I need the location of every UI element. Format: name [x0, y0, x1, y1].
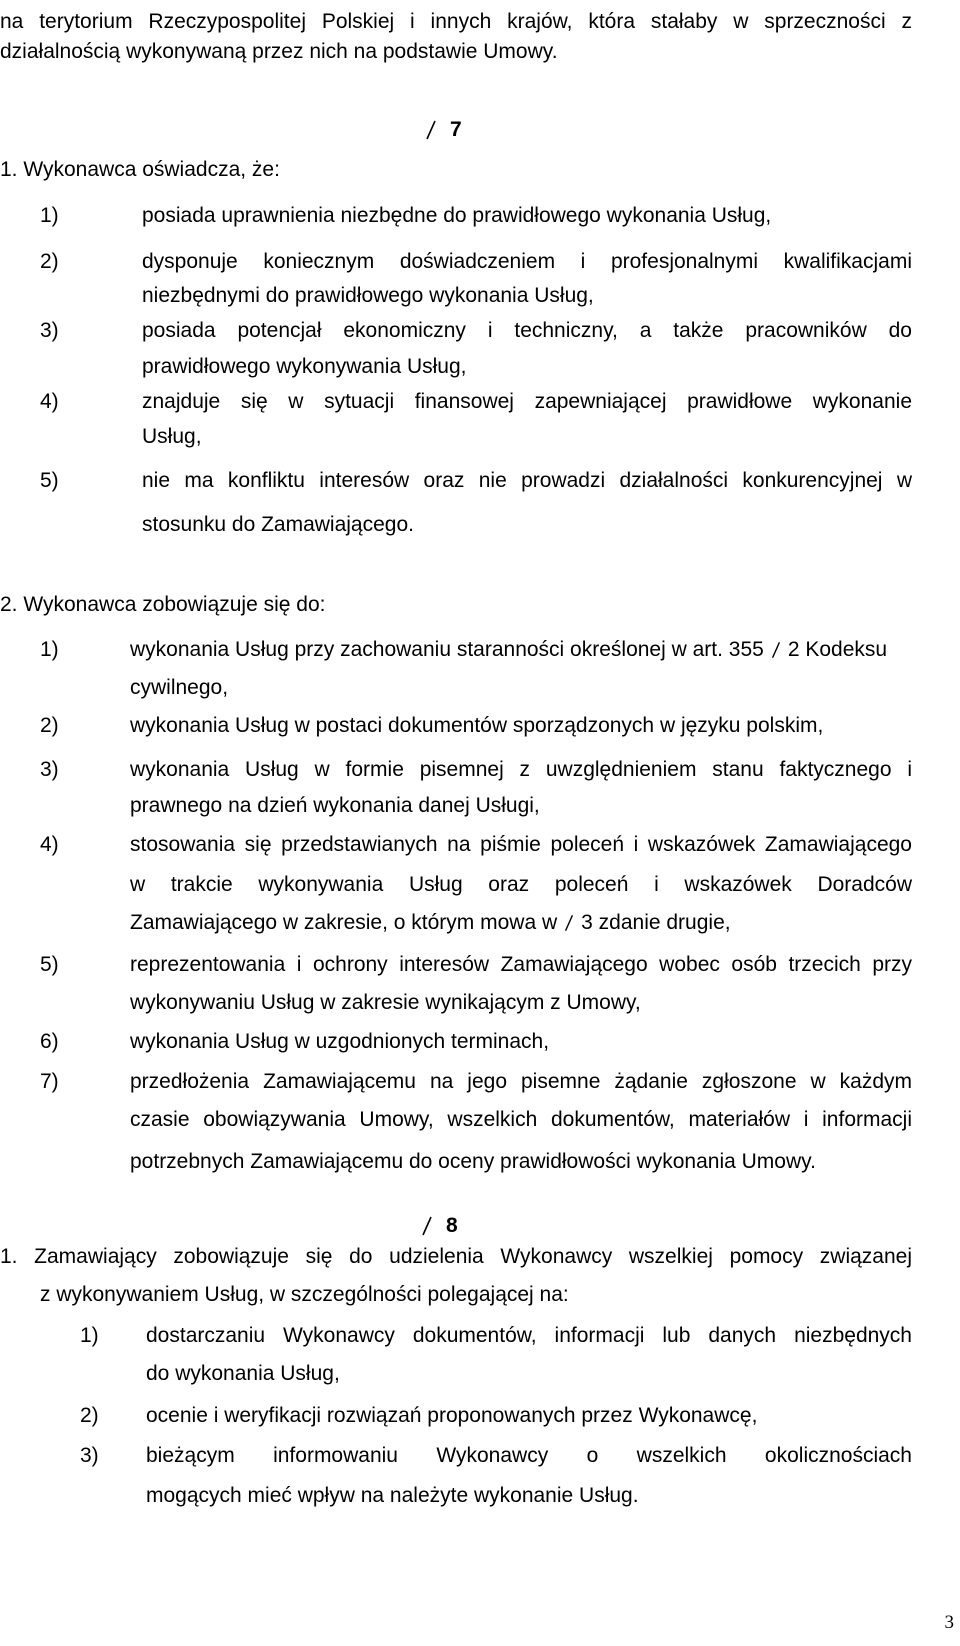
list-number: 3) — [40, 758, 59, 781]
text-line: działalnością wykonywaną przez nich na podstawie Umowy. — [0, 40, 558, 63]
list-number: 4) — [40, 390, 59, 413]
list-item-text: dostarczaniu Wykonawcy dokumentów, informacji lub danych niezbędnych — [146, 1324, 912, 1347]
list-number: 2) — [80, 1404, 99, 1427]
list-item-text: wykonania Usług w formie pisemnej z uwzględnieniem stanu faktycznego i — [130, 758, 912, 781]
list-item-text: dysponuje koniecznym doświadczeniem i profesjonalnymi kwalifikacjami — [142, 250, 912, 273]
list-item-text: potrzebnych Zamawiającemu do oceny prawidłowości wykonania Umowy. — [130, 1150, 816, 1173]
list-item-text: stosunku do Zamawiającego. — [142, 513, 414, 536]
list-number: 1) — [40, 638, 59, 661]
list-item-text: wykonania Usług przy zachowaniu staranności określonej w art. 355 2 Kodeksu — [130, 638, 888, 661]
list-item-text: prawnego na dzień wykonania danej Usługi, — [130, 794, 540, 817]
list-item-text: cywilnego, — [130, 676, 229, 699]
list-number: 5) — [40, 953, 59, 976]
list-item-text: wykonania Usług w postaci dokumentów sporządzonych w języku polskim, — [130, 714, 824, 737]
list-item-text: Zamawiającego w zakresie, o którym mowa w 3 zdanie drugie, — [130, 911, 731, 934]
section-heading-7: 7 — [424, 118, 462, 142]
list-item-text: znajduje się w sytuacji finansowej zapewniającej prawidłowe wykonanie — [142, 390, 912, 413]
list-item-text: wykonania Usług w uzgodnionych terminach, — [130, 1030, 550, 1053]
list-item-text: przedłożenia Zamawiającemu na jego pisemne żądanie zgłoszone w każdym — [130, 1070, 912, 1093]
section-heading-8: 8 — [420, 1214, 458, 1238]
list-number: 6) — [40, 1030, 59, 1053]
list-item-text: reprezentowania i ochrony interesów Zamawiającego wobec osób trzecich przy — [130, 953, 912, 976]
numbered-item: 1. Wykonawca oświadcza, że: — [0, 158, 280, 181]
list-number: 1) — [40, 204, 59, 227]
list-item-text: nie ma konfliktu interesów oraz nie prowadzi działalności konkurencyjnej w — [142, 469, 912, 492]
list-number: 4) — [40, 833, 59, 856]
section-sign-icon — [770, 641, 782, 659]
list-number: 3) — [40, 319, 59, 342]
list-number: 7) — [40, 1070, 59, 1093]
page-number: 3 — [944, 1612, 954, 1633]
section-sign-icon — [420, 1216, 434, 1236]
section-sign-icon — [563, 914, 575, 932]
list-number: 2) — [40, 250, 59, 273]
list-item-text: prawidłowego wykonywania Usług, — [142, 355, 467, 378]
list-item-text: Usług, — [142, 425, 202, 448]
list-item-text: posiada potencjał ekonomiczny i techniczny, a także pracowników do — [142, 319, 912, 342]
list-number: 3) — [80, 1444, 99, 1467]
list-item-text: mogących mieć wpływ na należyte wykonanie Usług. — [146, 1484, 639, 1507]
list-item-text: ocenie i weryfikacji rozwiązań proponowanych przez Wykonawcę, — [146, 1404, 758, 1427]
numbered-item: 1. Zamawiający zobowiązuje się do udzielenia Wykonawcy wszelkiej pomocy związanej — [0, 1245, 912, 1268]
text-line: na terytorium Rzeczypospolitej Polskiej i innych krajów, która stałaby w sprzeczności z — [0, 10, 912, 33]
list-number: 1) — [80, 1324, 99, 1347]
list-item-text: posiada uprawnienia niezbędne do prawidłowego wykonania Usług, — [142, 204, 772, 227]
section-sign-icon — [424, 120, 438, 140]
list-item-text: niezbędnymi do prawidłowego wykonania Usług, — [142, 284, 594, 307]
list-item-text: bieżącym informowaniu Wykonawcy o wszelkich okolicznościach — [146, 1444, 912, 1467]
list-number: 2) — [40, 714, 59, 737]
numbered-item: 2. Wykonawca zobowiązuje się do: — [0, 593, 326, 616]
list-item-text: do wykonania Usług, — [146, 1362, 340, 1385]
list-item-text: wykonywaniu Usług w zakresie wynikającym z Umowy, — [130, 991, 641, 1014]
list-item-text: stosowania się przedstawianych na piśmie poleceń i wskazówek Zamawiającego — [130, 833, 912, 856]
list-item-text: czasie obowiązywania Umowy, wszelkich dokumentów, materiałów i informacji — [130, 1108, 912, 1131]
list-item-text: w trakcie wykonywania Usług oraz poleceń i wskazówek Doradców — [130, 873, 912, 896]
numbered-item-continuation: z wykonywaniem Usług, w szczególności polegającej na: — [40, 1283, 569, 1306]
list-number: 5) — [40, 469, 59, 492]
